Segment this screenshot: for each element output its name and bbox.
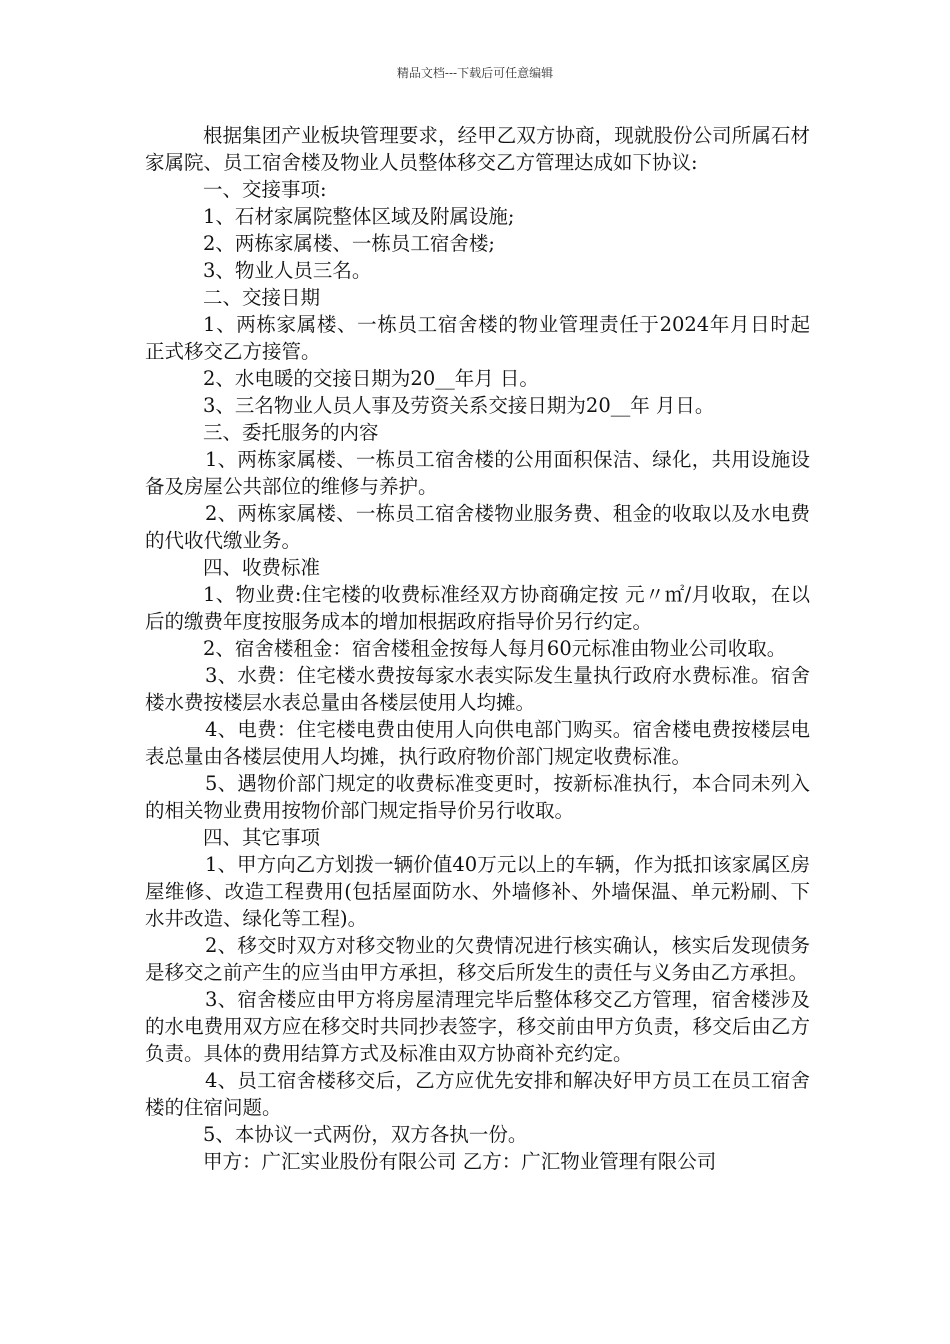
list-item: 1、两栋家属楼、一栋员工宿舍楼的公用面积保洁、绿化，共用设施设备及房屋公共部位的维修与养护。 — [145, 448, 810, 498]
list-item: 1、石材家属院整体区域及附属设施; — [203, 205, 515, 228]
list-item: 2、两栋家属楼、一栋员工宿舍楼物业服务费、租金的收取以及水电费的代收代缴业务。 — [145, 502, 810, 552]
signature-line: 甲方：广汇实业股份有限公司 乙方：广汇物业管理有限公司 — [203, 1150, 717, 1173]
page-header: 精品文档---下载后可任意编辑 — [396, 66, 554, 80]
intro-paragraph: 根据集团产业板块管理要求，经甲乙双方协商，现就股份公司所属石材家属院、员工宿舍楼及物业人员整体移交乙方管理达成如下协议: — [145, 124, 810, 174]
list-item: 5、本协议一式两份，双方各执一份。 — [203, 1123, 528, 1146]
section-heading: 一、交接事项: — [203, 178, 327, 201]
list-item: 2、移交时双方对移交物业的欠费情况进行核实确认，核实后发现债务是移交之前产生的应当由甲方承担，移交后所发生的责任与义务由乙方承担。 — [145, 934, 810, 984]
list-item: 1、物业费:住宅楼的收费标准经双方协商确定按 元〃㎡/月收取，在以后的缴费年度按服务成本的增加根据政府指导价另行约定。 — [145, 583, 810, 633]
list-item: 3、宿舍楼应由甲方将房屋清理完毕后整体移交乙方管理，宿舍楼涉及的水电费用双方应在移交时共同抄表签字，移交前由甲方负责，移交后由乙方负责。具体的费用结算方式及标准由双方协商补充约定。 — [145, 988, 810, 1065]
list-item: 2、两栋家属楼、一栋员工宿舍楼; — [203, 232, 495, 255]
list-item: 4、员工宿舍楼移交后，乙方应优先安排和解决好甲方员工在员工宿舍楼的住宿问题。 — [145, 1069, 810, 1119]
section-heading: 二、交接日期 — [203, 286, 321, 309]
list-item: 2、宿舍楼租金：宿舍楼租金按每人每月60元标准由物业公司收取。 — [203, 637, 787, 660]
list-item: 3、三名物业人员人事及劳资关系交接日期为20__年 月日。 — [203, 394, 715, 417]
list-item: 1、两栋家属楼、一栋员工宿舍楼的物业管理责任于2024年月日时起正式移交乙方接管。 — [145, 313, 810, 363]
list-item: 4、电费：住宅楼电费由使用人向供电部门购买。宿舍楼电费按楼层电表总量由各楼层使用人均摊，执行政府物价部门规定收费标准。 — [145, 718, 810, 768]
agreement-body — [145, 122, 810, 1175]
list-item: 5、遇物价部门规定的收费标准变更时，按新标准执行，本合同未列入的相关物业费用按物价部门规定指导价另行收取。 — [145, 772, 810, 822]
section-heading: 三、委托服务的内容 — [203, 421, 379, 444]
list-item: 1、甲方向乙方划拨一辆价值40万元以上的车辆，作为抵扣该家属区房屋维修、改造工程费用(包括屋面防水、外墙修补、外墙保温、单元粉刷、下水井改造、绿化等工程)。 — [145, 853, 810, 930]
list-item: 3、物业人员三名。 — [203, 259, 372, 282]
section-heading: 四、其它事项 — [203, 826, 321, 849]
list-item: 2、水电暖的交接日期为20__年月 日。 — [203, 367, 539, 390]
section-heading: 四、收费标准 — [203, 556, 321, 579]
list-item: 3、水费：住宅楼水费按每家水表实际发生量执行政府水费标准。宿舍楼水费按楼层水表总量由各楼层使用人均摊。 — [145, 664, 810, 714]
